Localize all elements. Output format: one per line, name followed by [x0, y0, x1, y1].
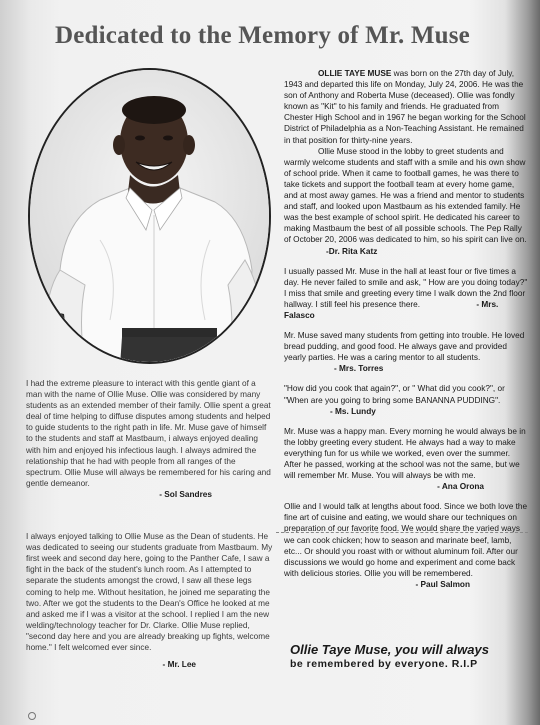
closing-line-2: be remembered by everyone. R.I.P: [290, 658, 478, 670]
tribute-lee-signature: - Mr. Lee: [162, 660, 196, 670]
right-column: [284, 68, 528, 599]
page-title: Dedicated to the Memory of Mr. Muse: [55, 22, 470, 49]
memorial-photo: [28, 68, 271, 364]
tribute-lundy-signature: - Ms. Lundy: [330, 406, 376, 416]
tribute-salmon-text: Ollie and I would talk at lengths about food. Since we both love the fine art of cuisine and eating, we would share our techniques on preparation of our favorite food. We would share the varied ways we can cook chicken; how to season and marinate beef, lamb, etc... Or should you roast with or without aluminum foil. After our discussions we would go home and experiment and come back with delicious stories. Ollie you will be remembered.: [284, 502, 528, 578]
page-corner-mark: [28, 712, 36, 720]
intro-signature: -Dr. Rita Katz: [326, 246, 378, 256]
intro-text-1: was born on the 27th day of July, 1943 and departed this life on Monday, July 24, 2006. He was the son of Anthony and Roberta Muse (deceased). Ollie was fondly known as "Kit" to his family and friends. He graduated from Chester High School and in 1967 he began working for the School District of Philadelphia as a Non-Teaching Assistant. He remained in that position for thirty-nine years.: [284, 69, 526, 145]
closing-line-1: Ollie Taye Muse, you will always: [290, 642, 489, 657]
tribute-orona-text: Mr. Muse was a happy man. Every morning he would always be in the lobby greeting every student. He always had a way to make everything fun for us while we worked, even over the summer. After he passed, working at the school was not the same, but we will remember Mr. Muse. You will always be with me.: [284, 426, 526, 481]
tribute-sandres-text: I had the extreme pleasure to interact with this gentle giant of a man with the name of Ollie Muse. Ollie was considered by many students as an extended member of their family. Ollie spent a great deal of time helping to diffuse disputes among students and helped to guide students to the right path in life. Mr. Muse gave of himself to the students and staff at Mastbaum, i always enjoyed dealing with him and enjoyed his infectious laugh. I always admired the relationship that he had with people from all ranges of the spectrum. Ollie Muse will always be remembered for his caring and gentle demeanor.: [26, 379, 271, 488]
tribute-lundy-text: "How did you cook that again?", or " What did you cook?", or "When are you going to bring some BANANNA PUDDING".: [284, 384, 505, 405]
tribute-lee: [26, 531, 274, 670]
tribute-salmon-signature: - Paul Salmon: [415, 579, 470, 589]
tribute-lee-text: I always enjoyed talking to Ollie Muse as the Dean of students. He was dedicated to seeing our students graduate from Mastbaum. My first week and second day here, going to the Panther Cafe, I saw a fight in the back of the student's lunch room. As I attempted to separate the students amongst the crowd, I saw all these legs coming to help me. Without hesitation, he joined me separating the two. After we got the students to the Dean's Office he looked at me and asked me if I was a visitor at the school. I replied I am the new welding/technology teacher for Dr. Clarke. Ollie Muse replied, "second day here and you are already breaking up fights, welcome home." I felt welcomed ever since.: [26, 532, 273, 652]
tribute-torres-text: Mr. Muse saved many students from getting into trouble. He loved bread pudding, and good food. He always gave and provided yearly parties. He was a caring mentor to all students.: [284, 331, 525, 363]
tribute-sandres-signature: - Sol Sandres: [159, 489, 212, 499]
intro-paragraph-2: [284, 146, 528, 257]
tribute-orona: [284, 426, 528, 493]
tribute-falasco-signature: - Mrs. Falasco: [284, 299, 499, 320]
tribute-lundy: [284, 383, 528, 416]
tribute-torres-signature: - Mrs. Torres: [334, 364, 384, 374]
tribute-orona-signature: - Ana Orona: [437, 482, 484, 492]
intro-text-2: Ollie Muse stood in the lobby to greet students and warmly welcome students and staff with a smile and his own show of school pride. When it came to football games, he was there to take tickets and support the football team at every home game, and at most away games. He was a friend and mentor to students and staff, and looked upon Mastbaum as his extended family. He was the best example of school spirit. He dedicated his career to making Mastbaum the best of all possible schools. The Pep Rally of October 20, 2006 was dedicated to him, so his spirit can live on.: [284, 146, 527, 245]
tribute-falasco-text: I usually passed Mr. Muse in the hall at least four or five times a day. He never failed to smile and ask, " How are you doing today?" I miss that smile and greeting every time I walk down the 2nd floor hallway. I still feel his presence there.: [284, 266, 528, 309]
tribute-falasco: [284, 266, 528, 321]
closing-message: [290, 642, 530, 672]
tribute-salmon: [284, 501, 528, 590]
tribute-torres: [284, 330, 528, 374]
intro-paragraph-1: [284, 68, 528, 146]
intro-name: OLLIE TAYE MUSE: [318, 69, 392, 78]
portrait-image: [30, 70, 271, 364]
tribute-sandres: [26, 378, 274, 500]
left-column: [26, 378, 274, 679]
section-divider: [276, 532, 528, 533]
